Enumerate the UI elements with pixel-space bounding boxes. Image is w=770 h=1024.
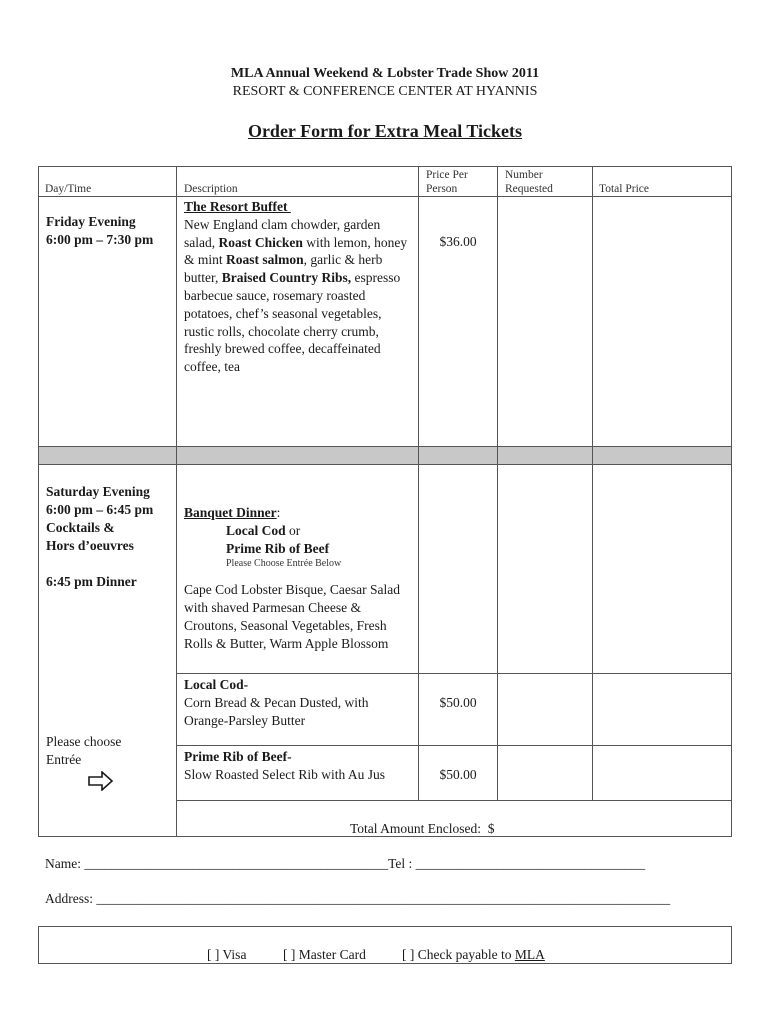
friday-menu-segment: with lemon, honey & mint: [184, 234, 408, 268]
payee-mla: MLA: [514, 947, 545, 962]
option-prime-rib: Prime Rib of Beef: [226, 540, 330, 556]
rib-number-input[interactable]: [498, 746, 592, 800]
page-title: Order Form for Extra Meal Tickets: [247, 121, 523, 141]
friday-time: 6:00 pm – 7:30 pm: [46, 232, 154, 247]
prime-rib-desc: Slow Roasted Select Rib with Au Jus: [184, 766, 386, 782]
payment-box: [38, 926, 732, 964]
friday-menu-segment: Roast Chicken: [218, 234, 303, 250]
local-cod-row: [184, 676, 414, 729]
payment-visa[interactable]: [ ] Visa: [207, 947, 247, 962]
banquet-block: Banquet Dinner: Local Cod or Prime Rib of Beef Please Choose Entrée Below Cape Cod Lobster Bisque, Caesar Salad with shaved Parmesan Cheese & Croutons, Seasonal Vegetables, Fresh Rolls & Butter, Warm Apple Blossom: [184, 504, 414, 653]
friday-menu-segment: espresso barbecue sauce, rosemary roasted potatoes, chef’s seasonal vegetables, rustic rolls, chocolate cherry crumb, freshly brewed coffee, decaffeinated coffee, tea: [184, 270, 401, 375]
saturday-cocktails: Cocktails &: [46, 520, 115, 535]
right-arrow-icon: [88, 771, 114, 796]
header-daytime: Day/Time: [45, 183, 92, 195]
friday-menu-segment: Braised Country Ribs,: [221, 270, 352, 286]
rib-total-input[interactable]: [593, 746, 731, 800]
venue-name: RESORT & CONFERENCE CENTER AT HYANNIS: [232, 84, 538, 99]
friday-price: $36.00: [439, 234, 477, 249]
payment-mastercard[interactable]: [ ] Master Card: [283, 947, 366, 962]
saturday-hors: Hors d’oeuvres: [46, 538, 134, 553]
prime-rib-row: [184, 748, 416, 784]
friday-menu-segment: Roast salmon: [226, 252, 304, 268]
header-price: Price Per Person: [426, 169, 468, 195]
header-total: Total Price: [599, 183, 649, 195]
friday-number-input[interactable]: [498, 197, 592, 446]
saturday-dinner: 6:45 pm Dinner: [46, 574, 137, 589]
friday-day: Friday Evening: [46, 214, 136, 229]
choose-note: Please Choose Entrée Below: [226, 558, 342, 570]
saturday-day: Saturday Evening: [46, 484, 150, 499]
cod-total-input[interactable]: [593, 674, 731, 745]
choose-entree-label: Please choose Entrée: [46, 734, 122, 767]
prime-rib-title: Prime Rib of Beef-: [184, 749, 292, 764]
local-cod-price: $50.00: [439, 695, 477, 710]
total-amount-label: Total Amount Enclosed: $: [350, 821, 495, 836]
friday-menu-segment: New England clam chowder, garden salad,: [184, 216, 381, 250]
event-title: MLA Annual Weekend & Lobster Trade Show 2011: [230, 66, 540, 81]
payment-check[interactable]: [ ] Check payable to MLA: [402, 947, 545, 962]
local-cod-desc: Corn Bread & Pecan Dusted, with Orange-Parsley Butter: [184, 694, 369, 728]
prime-rib-price: $50.00: [439, 767, 477, 782]
cod-number-input[interactable]: [498, 674, 592, 745]
friday-menu-segment: , garlic & herb butter,: [184, 252, 383, 286]
header-number: Number Requested: [505, 169, 553, 195]
banquet-title: Banquet Dinner: [184, 505, 277, 520]
local-cod-title: Local Cod-: [184, 677, 249, 692]
address-field[interactable]: Address: _____________________________________________________________________________________: [45, 891, 671, 906]
friday-menu: [184, 216, 414, 376]
friday-total-input[interactable]: [593, 197, 731, 446]
friday-title: The Resort Buffet: [184, 199, 291, 214]
header-description: Description: [184, 183, 238, 195]
name-tel-field[interactable]: Name: _____________________________________________Tel : __________________________________: [45, 856, 646, 871]
option-local-cod: Local Cod: [226, 522, 286, 538]
friday-description: [184, 198, 414, 376]
saturday-time: 6:00 pm – 6:45 pm: [46, 502, 154, 517]
banquet-menu: Cape Cod Lobster Bisque, Caesar Salad with shaved Parmesan Cheese & Croutons, Seasonal Vegetables, Fresh Rolls & Butter, Warm Apple Blossom: [184, 582, 400, 651]
